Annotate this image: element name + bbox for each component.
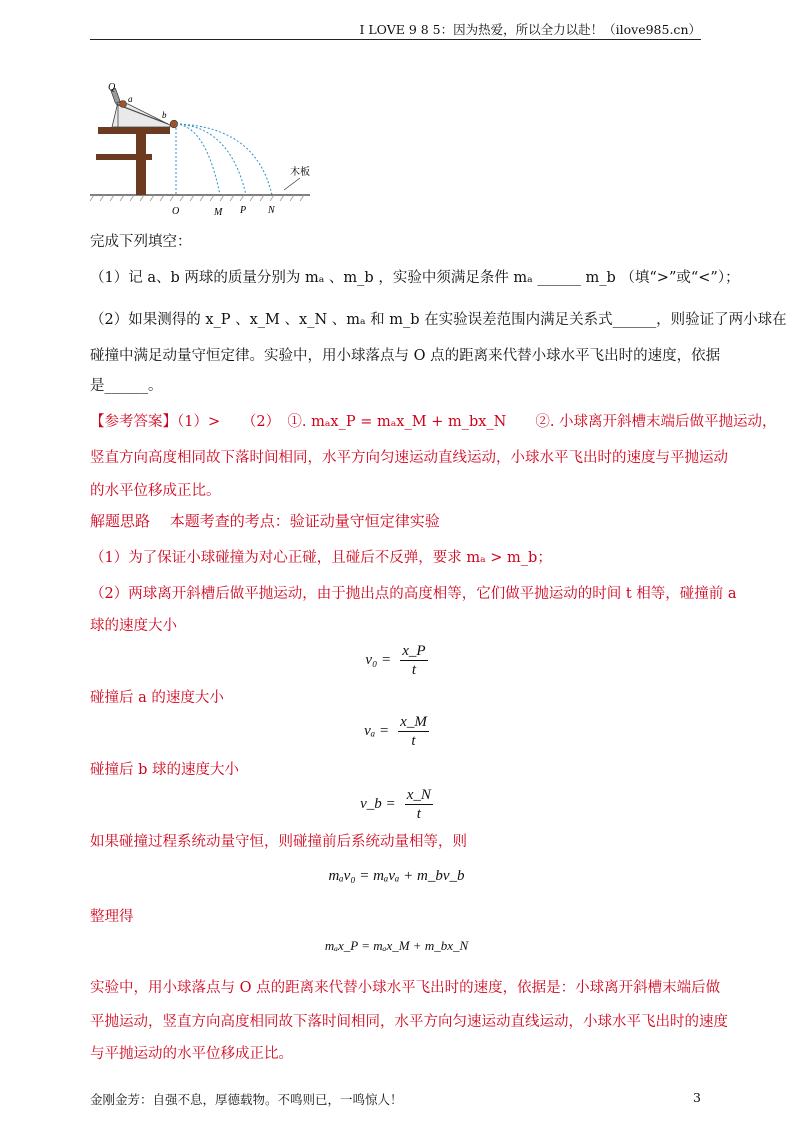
label-p: P (240, 205, 247, 216)
answer-line-3: 的水平位移成正比。 (90, 483, 221, 499)
equation-va-numerator: x_M (400, 714, 427, 730)
equation-final: mₐx_P = mₐx_M + m_bx_N (324, 938, 469, 953)
arrange-text: 整理得 (90, 909, 134, 925)
question-2-line-1: （2）如果测得的 x_P 、x_M 、x_N 、mₐ 和 m_b 在实验误差范围内满足关系式______，则验证了两小球在 (90, 312, 787, 328)
label-b: b (162, 110, 167, 120)
label-board: 木板 (290, 167, 310, 178)
equation-momentum: mₐv₀ = mₐvₐ + m_bv_b (328, 868, 465, 884)
equation-v0-fraction (400, 642, 427, 679)
label-m: M (214, 207, 223, 218)
analysis-title: 解题思路 本题考查的考点：验证动量守恒定律实验 (90, 512, 440, 530)
equation-v0 (0, 642, 793, 679)
experiment-figure (88, 78, 318, 223)
analysis-2-line-2: 球的速度大小 (90, 618, 177, 634)
label-n: N (268, 205, 275, 216)
equation-vb-lhs: v_b = (360, 796, 396, 812)
analysis-2-line-1: （2）两球离开斜槽后做平抛运动，由于抛出点的高度相等，它们做平抛运动的时间 t 相等，碰撞前 a (90, 586, 737, 602)
equation-va-lhs: vₐ = (364, 723, 390, 739)
final-line-2: 平抛运动，竖直方向高度相同故下落时间相同，水平方向匀速运动直线运动，小球水平飞出时的速度 (90, 1014, 728, 1030)
question-1: （1）记 a、b 两球的质量分别为 mₐ 、m_b ，实验中须满足条件 mₐ ______ m_b （填“>”或“<”）； (90, 270, 740, 286)
conservation-text: 如果碰撞过程系统动量守恒，则碰撞前后系统动量相等，则 (90, 834, 467, 850)
label-q: Q (108, 82, 116, 93)
question-2-line-3: 是______。 (90, 378, 163, 394)
equation-v0-denominator: t (411, 662, 416, 678)
final-line-1: 实验中，用小球落点与 O 点的距离来代替小球水平飞出时的速度，依据是：小球离开斜槽末端后做 (90, 980, 721, 996)
equation-vb-denominator: t (416, 806, 421, 822)
answer-line-2: 竖直方向高度相同故下落时间相同，水平方向匀速运动直线运动，小球水平飞出时的速度与平抛运动 (90, 450, 728, 466)
analysis-1: （1）为了保证小球碰撞为对心正碰，且碰后不反弹，要求 mₐ > m_b； (90, 550, 552, 566)
page-number: 3 (693, 1090, 701, 1105)
answer-line-1: 【参考答案】（1）> （2） ①. mₐx_P = mₐx_M + m_bx_N ②. 小球离开斜槽末端后做平抛运动， (90, 414, 777, 430)
equation-v0-numerator: x_P (402, 643, 426, 659)
label-o: O (172, 206, 180, 217)
equation-vb-fraction (405, 786, 433, 823)
equation-v0-lhs: v₀ = (365, 652, 392, 668)
equation-va-denominator: t (411, 733, 416, 749)
page-footer (90, 1090, 701, 1108)
equation-vb-numerator: x_N (406, 787, 431, 803)
intro-text: 完成下列填空： (90, 234, 192, 250)
after-a-text: 碰撞后 a 的速度大小 (90, 690, 224, 706)
equation-va-fraction (398, 713, 429, 750)
question-2-line-2: 碰撞中满足动量守恒定律。实验中，用小球落点与 O 点的距离来代替小球水平飞出时的速度，依据 (90, 348, 721, 364)
final-line-3: 与平抛运动的水平位移成正比。 (90, 1046, 293, 1062)
page-header: I LOVE 9 8 5：因为热爱，所以全力以赴！（ilove985.cn） (90, 20, 701, 40)
after-b-text: 碰撞后 b 球的速度大小 (90, 762, 239, 778)
equation-va (0, 713, 793, 750)
equation-vb (0, 786, 793, 823)
footer-motto: 金刚金芳：自强不息，厚德载物。不鸣则已，一鸣惊人！ (90, 1092, 403, 1107)
label-a: a (128, 94, 133, 104)
